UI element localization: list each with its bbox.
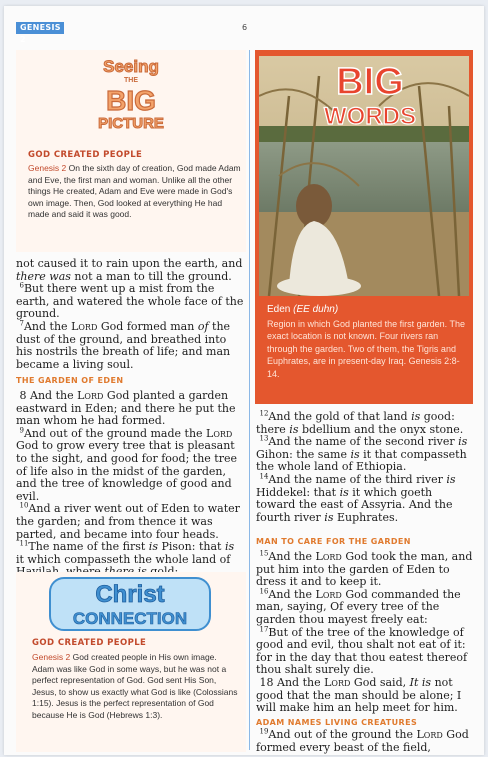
logo-words: WORDS bbox=[324, 103, 416, 130]
verse-18-b: God said, bbox=[353, 675, 407, 689]
verse-18-c: not good that the man should be alone; I will make him an help meet for him. bbox=[256, 675, 462, 715]
big-words-box bbox=[255, 50, 473, 404]
verse-14: And the name of the third river bbox=[268, 472, 443, 486]
section-heading-adam-names: ADAM NAMES LIVING CREATURES bbox=[256, 718, 418, 727]
verse-9-b: God to grow every tree that is pleasant to the sight, and good for food; the tree of life also in the midst of the garden, and the tree of knowledge of good and evil. bbox=[16, 439, 237, 503]
big-word-term bbox=[267, 304, 338, 315]
logo-big: BIG bbox=[106, 85, 156, 116]
cc-ref: Genesis 2 bbox=[32, 652, 71, 662]
verse-17: But of the tree of the knowledge of good and evil, thou shalt not eat of it: for in the day that thou eatest thereof thou shalt surely die. bbox=[256, 625, 468, 677]
bible-page bbox=[4, 6, 484, 755]
verse-5-end-b: not a man to till the ground. bbox=[74, 269, 232, 283]
scripture-right-bottom bbox=[256, 729, 474, 754]
verse-6: But there went up a mist from the earth, and watered the whole face of the ground. bbox=[16, 282, 244, 321]
cc-body bbox=[32, 652, 240, 722]
logo-big: BIG bbox=[336, 61, 404, 103]
verse-13-b: Gihon: the same bbox=[256, 447, 347, 461]
logo-connection: CONNECTION bbox=[72, 609, 188, 628]
section-heading-man-care: MAN TO CARE FOR THE GARDEN bbox=[256, 537, 411, 546]
scripture-right-middle bbox=[256, 551, 474, 715]
seeing-big-picture-logo bbox=[76, 54, 186, 134]
sbp-ref: Genesis 2 bbox=[28, 163, 67, 173]
scripture-right-top bbox=[256, 411, 474, 524]
verse-number: 8 bbox=[19, 389, 27, 402]
verse-number: 11 bbox=[19, 539, 29, 548]
big-words-logo bbox=[315, 56, 425, 132]
verse-number: 18 bbox=[259, 675, 274, 689]
verse-number: 14 bbox=[259, 472, 269, 481]
book-tab: GENESIS 2 bbox=[16, 22, 64, 34]
verse-number: 16 bbox=[259, 587, 269, 596]
verse-14-d: Euphrates. bbox=[336, 510, 399, 524]
logo-seeing: Seeing bbox=[103, 57, 159, 76]
verse-15: And the bbox=[268, 550, 313, 563]
verse-13-c: it that compasseth the whole land of Ethiopia. bbox=[256, 447, 467, 474]
verse-19-b: God formed every beast of the field, bbox=[256, 728, 469, 754]
lord-smallcaps: Lord bbox=[71, 319, 98, 333]
italic-is: is bbox=[411, 410, 421, 423]
lord-smallcaps: Lord bbox=[324, 675, 351, 689]
verse-5-italic: there was bbox=[16, 269, 71, 283]
verse-7: And the bbox=[23, 319, 68, 333]
verse-7-b: God formed man bbox=[100, 319, 195, 333]
lord-smallcaps: Lord bbox=[416, 728, 443, 741]
italic-is: is bbox=[224, 540, 235, 554]
pronunciation: (EE duhn) bbox=[293, 304, 339, 315]
lord-smallcaps: Lord bbox=[315, 550, 342, 563]
verse-16-b: God commanded the man, saying, Of every tree of the garden thou mayest freely eat: bbox=[256, 587, 461, 626]
verse-15-b: God took the man, and put him into the garden of Eden to dress it and to keep it. bbox=[256, 550, 473, 589]
verse-5-end: not caused it to rain upon the earth, and bbox=[16, 257, 243, 270]
italic-is: is bbox=[458, 435, 468, 449]
italic-it-is: It is bbox=[409, 675, 432, 689]
column-divider bbox=[249, 50, 250, 750]
logo-picture: PICTURE bbox=[98, 115, 164, 132]
section-heading-eden: THE GARDEN OF EDEN bbox=[16, 376, 124, 385]
verse-number: 9 bbox=[19, 426, 24, 435]
verse-number: 10 bbox=[19, 501, 29, 510]
big-word-definition: Region in which God planted the first garden. The exact location is not known. Four rivers ran through the garden. Two of them, the Tigris and Euphrates, are in present-day Iraq. Genesis 2:8-14. bbox=[267, 319, 465, 379]
sbp-heading: GOD CREATED PEOPLE bbox=[28, 150, 143, 160]
scripture-left-top bbox=[16, 258, 244, 371]
verse-12-b: good: there bbox=[256, 410, 455, 436]
lord-smallcaps: Lord bbox=[206, 426, 233, 440]
verse-12: And the gold of that land bbox=[268, 410, 408, 423]
verse-11-c: it which compasseth the whole land of bbox=[16, 552, 231, 566]
italic-is: is bbox=[446, 472, 456, 486]
italic-is: is bbox=[324, 510, 334, 524]
sbp-body bbox=[28, 163, 242, 221]
verse-number: 12 bbox=[259, 409, 269, 418]
seeing-big-picture-box bbox=[16, 50, 246, 252]
lord-smallcaps: Lord bbox=[315, 587, 342, 601]
christ-connection-box bbox=[16, 572, 246, 752]
logo-christ: Christ bbox=[95, 581, 165, 608]
italic-is: is bbox=[350, 447, 360, 461]
page-number: 6 bbox=[242, 23, 248, 32]
christ-connection-logo bbox=[40, 572, 220, 636]
verse-14-b: Hiddekel: that bbox=[256, 485, 337, 499]
verse-16: And the bbox=[268, 587, 313, 601]
cc-text: God created people in His own image. Adam was like God in some ways, but he was not a perfect representation of God. God sent His Son, Jesus, to show us exactly what God is like (Colossians 1:15). Jesus is the perfect representation of God because He is God (Hebrews 1:3). bbox=[32, 652, 238, 720]
verse-13: And the name of the second river bbox=[268, 435, 455, 449]
verse-number: 13 bbox=[259, 434, 269, 443]
verse-11: The name of the first bbox=[28, 540, 146, 554]
verse-11-b: Pison: that bbox=[161, 540, 222, 554]
verse-7-c: the dust of the ground, and breathed into his nostrils the breath of life; and man became a living soul. bbox=[16, 319, 231, 371]
verse-number: 19 bbox=[259, 727, 269, 736]
term: Eden bbox=[267, 304, 291, 315]
verse-number: 17 bbox=[259, 624, 269, 633]
verse-8-b: God planted a garden eastward in Eden; and there he put the man whom he had formed. bbox=[16, 389, 236, 428]
sbp-text: On the sixth day of creation, God made Adam and Eve, the first man and woman. Unlike all the other things He created, Adam and Eve were made in God's own image. Then, God looked at everything He had made and said it was good. bbox=[28, 163, 241, 220]
logo-the: THE bbox=[124, 77, 138, 84]
cc-heading: GOD CREATED PEOPLE bbox=[32, 638, 147, 648]
italic-is: is bbox=[339, 485, 349, 499]
verse-10: And a river went out of Eden to water the garden; and from thence it was parted, and became into four heads. bbox=[16, 502, 240, 541]
verse-18: And the bbox=[277, 675, 321, 689]
verse-8: And the bbox=[30, 389, 74, 402]
verse-number: 6 bbox=[19, 281, 24, 290]
verse-19: And out of the ground the bbox=[268, 728, 413, 741]
verse-number: 15 bbox=[259, 549, 269, 558]
scripture-left-bottom bbox=[16, 390, 244, 579]
verse-9: And out of the ground made the bbox=[23, 426, 203, 440]
verse-number: 7 bbox=[19, 319, 24, 328]
verse-14-c: it which goeth toward the east of Assyria. And the fourth river bbox=[256, 485, 453, 524]
lord-smallcaps: Lord bbox=[77, 389, 104, 402]
italic-is: is bbox=[148, 540, 158, 554]
italic-is: is bbox=[289, 422, 299, 436]
verse-7-italic: of bbox=[197, 319, 209, 333]
verse-12-c: bdellium and the onyx stone. bbox=[301, 422, 464, 436]
